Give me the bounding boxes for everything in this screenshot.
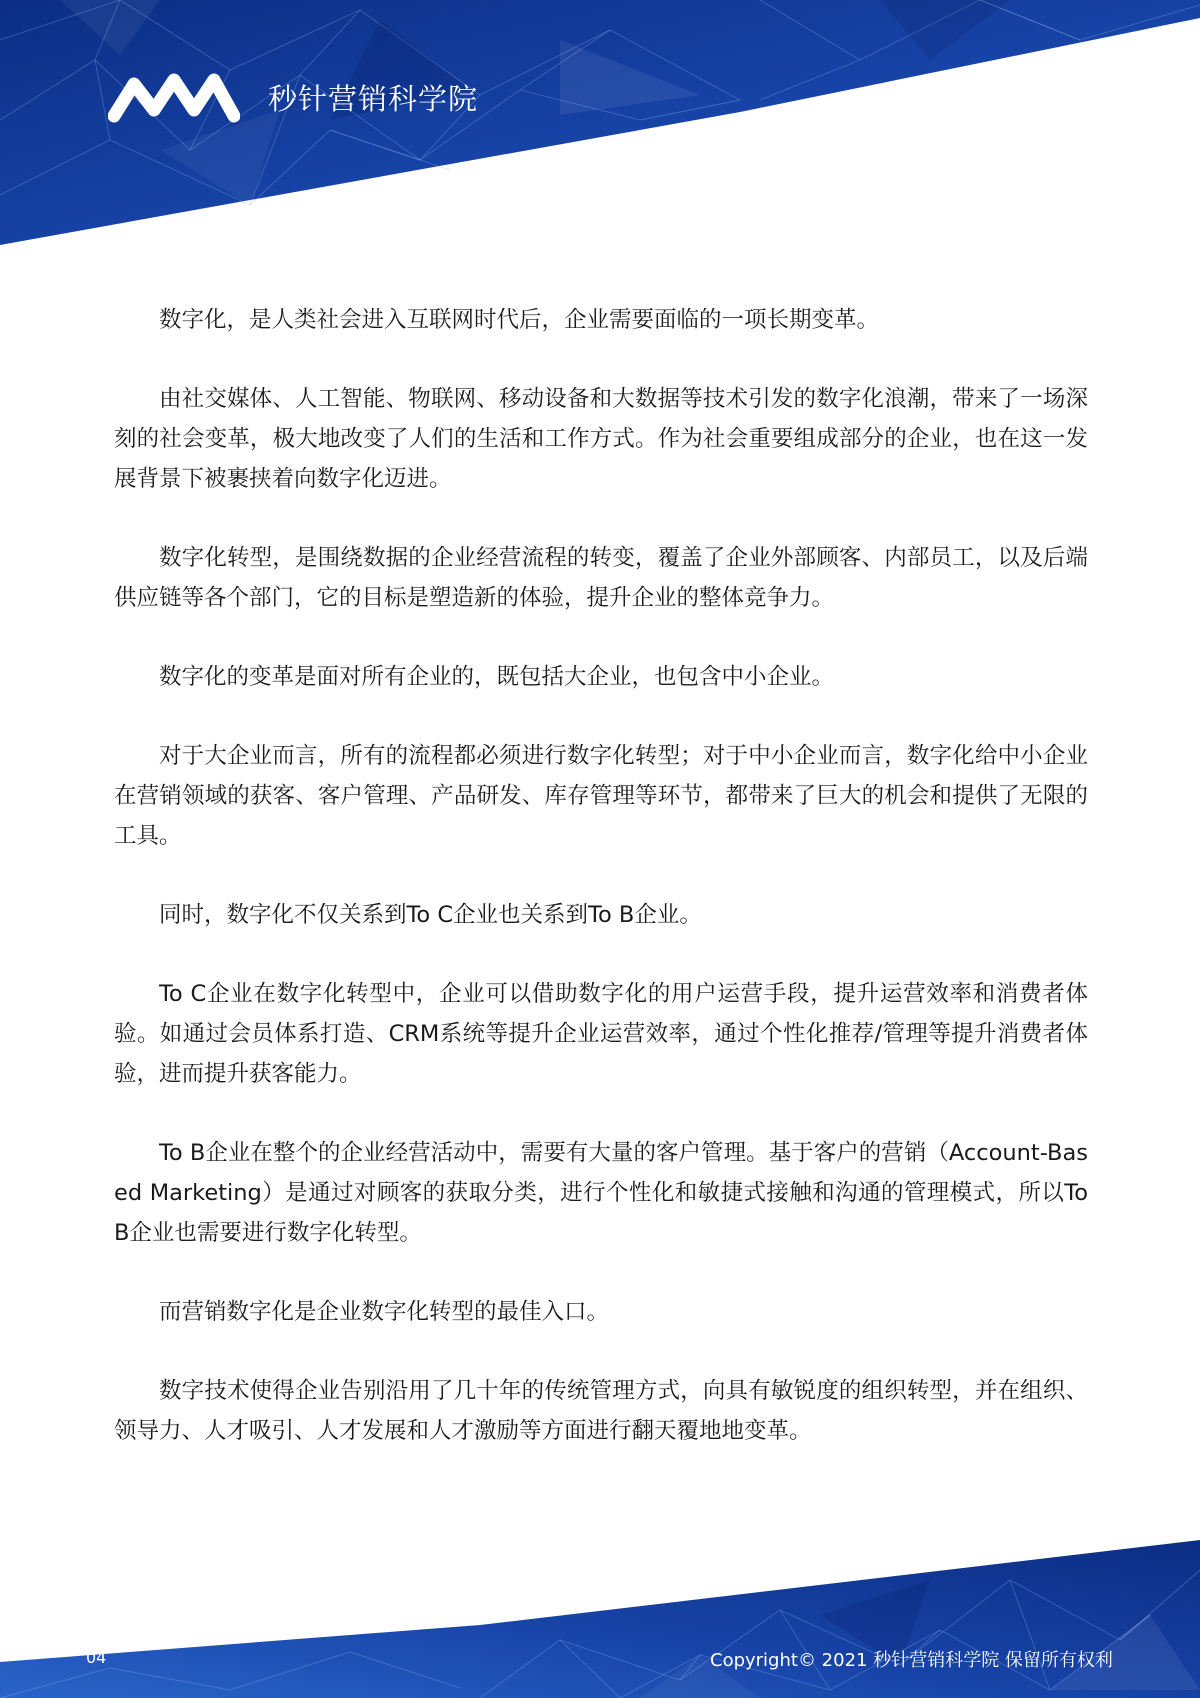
paragraph: 数字化转型，是围绕数据的企业经营流程的转变，覆盖了企业外部顾客、内部员工，以及后端供应链等各个部门，它的目标是塑造新的体验，提升企业的整体竞争力。 [114,545,1088,611]
paragraph: 由社交媒体、人工智能、物联网、移动设备和大数据等技术引发的数字化浪潮，带来了一场深刻的社会变革，极大地改变了人们的生活和工作方式。作为社会重要组成部分的企业，也在这一发展背景下被裹挟着向数字化迈进。 [114,386,1088,492]
paragraph: 数字技术使得企业告别沿用了几十年的传统管理方式，向具有敏锐度的组织转型，并在组织、领导力、人才吸引、人才发展和人才激励等方面进行翻天覆地地变革。 [114,1378,1088,1444]
mm-logo-icon [108,66,240,128]
footer-band [0,1540,1200,1698]
brand-name: 秒针营销科学院 [268,81,479,116]
paragraph: 数字化的变革是面对所有企业的，既包括大企业，也包含中小企业。 [159,664,835,690]
paragraph: 对于大企业而言，所有的流程都必须进行数字化转型；对于中小企业而言，数字化给中小企业在营销领域的获客、客户管理、产品研发、库存管理等环节，都带来了巨大的机会和提供了无限的工具。 [114,743,1088,849]
brand [108,66,478,128]
page-number: 04 [86,1648,107,1667]
article-body [114,300,1088,1490]
paragraph: 数字化，是人类社会进入互联网时代后，企业需要面临的一项长期变革。 [159,307,880,333]
paragraph: 同时，数字化不仅关系到To C企业也关系到To B企业。 [159,902,702,928]
paragraph: 而营销数字化是企业数字化转型的最佳入口。 [159,1299,610,1325]
paragraph: To C企业在数字化转型中，企业可以借助数字化的用户运营手段，提升运营效率和消费者体验。如通过会员体系打造、CRM系统等提升企业运营效率，通过个性化推荐/管理等提升消费者体验，进而提升获客能力。 [114,981,1088,1087]
footer-polygon-pattern [0,1540,1200,1698]
copyright: Copyright© 2021 秒针营销科学院 保留所有权利 [710,1650,1113,1671]
paragraph: To B企业在整个的企业经营活动中，需要有大量的客户管理。基于客户的营销（Account-Based Marketing）是通过对顾客的获取分类，进行个性化和敏捷式接触和沟通的管理模式，所以To B企业也需要进行数字化转型。 [114,1140,1088,1246]
